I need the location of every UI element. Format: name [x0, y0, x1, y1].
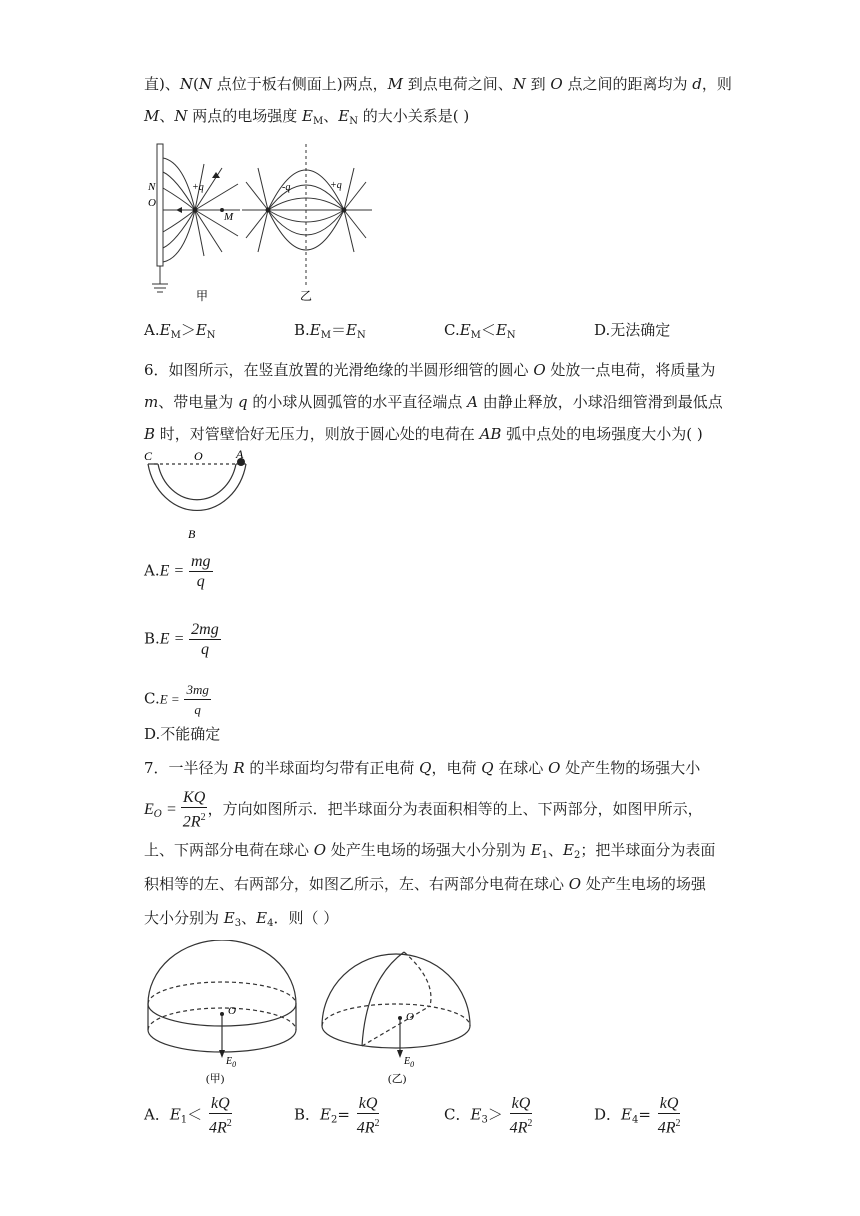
label-N: N	[148, 181, 156, 193]
q7-text-line1: 7．一半径为 R 的半球面均匀带有正电荷 Q，电荷 Q 在球心 O 处产生物的场强大小	[144, 759, 701, 777]
q7-text-line3: 上、下两部分电荷在球心 O 处产生电场的场强大小分别为 $E_1$、$E_2$；把半球面分为表面	[144, 841, 716, 861]
label-O-left: O	[228, 1005, 236, 1017]
q5-option-a: $A.E_M>E_N$	[144, 321, 216, 341]
q5-text-line1: 直)、N(N 点位于板右侧面上)两点，M 到点电荷之间、N 到 O 点之间的距离均为 d，则	[144, 75, 732, 93]
caption-yi: 乙	[300, 289, 313, 303]
label-O: O	[194, 449, 203, 463]
q5-text-line2: M、N 两点的电场强度 $E_M$、$E_N$ 的大小关系是( )	[144, 107, 470, 127]
q6-option-a: A.E = $\frac{mg}{q}$	[144, 553, 211, 590]
q7-option-c: C．$E_3>$ $\frac{kQ}{4R^2}$	[444, 1095, 533, 1137]
q7-text-line5: 大小分别为 $E_3$、$E_4$．则（ ）	[144, 909, 339, 929]
caption-jia: (甲)	[206, 1073, 225, 1085]
label-O: O	[148, 197, 156, 209]
label-O-right: O	[406, 1011, 414, 1023]
q6-text-line3: B 时，对管壁恰好无压力，则放于圆心处的电荷在 AB 弧中点处的电场强度大小为( )	[144, 425, 703, 443]
label-M: M	[224, 211, 234, 223]
label-plus-q-right: +q	[330, 180, 342, 191]
q5-option-d: D.无法确定	[594, 321, 671, 339]
q7-option-a: A．$E_1<$ $\frac{kQ}{4R^2}$	[144, 1095, 232, 1137]
label-E0-left: $E_0$	[226, 1056, 237, 1069]
q7-text-line2: $E_O$ = $\frac{KQ}{2R^2}$ ，方向如图所示．把半球面分为表面积相等的上、下两部分，如图甲所示，	[144, 789, 703, 831]
q7-text-line4: 积相等的左、右两部分，如图乙所示，左、右两部分电荷在球心 O 处产生电场的场强	[144, 875, 706, 893]
label-minus-q: -q	[282, 182, 291, 193]
q7-hemisphere-diagram	[140, 940, 490, 1090]
q6-text-line2: m、带电量为 q 的小球从圆弧管的水平直径端点 A 由静止释放，小球沿细管滑到最低点	[144, 393, 723, 411]
q5-option-b: $B.E_M=E_N$	[294, 321, 366, 341]
q6-option-d: D.不能确定	[144, 725, 221, 743]
q5-option-c: $C.E_M<E_N$	[444, 321, 516, 341]
q7-option-d: D．$E_4=$ $\frac{kQ}{4R^2}$	[594, 1095, 681, 1137]
label-B: B	[188, 527, 196, 541]
label-A: A	[236, 448, 244, 461]
label-E0-right: $E_0$	[404, 1056, 415, 1069]
q5-field-diagram	[140, 138, 380, 308]
caption-yi: (乙)	[388, 1073, 407, 1085]
q6-text-line1: 6．如图所示，在竖直放置的光滑绝缘的半圆形细管的圆心 O 处放一点电荷，将质量为	[144, 361, 716, 379]
label-plus-q: +q	[192, 182, 204, 193]
caption-jia: 甲	[196, 289, 209, 303]
q6-tube-diagram	[140, 448, 260, 542]
q7-option-b: B．$E_2=$ $\frac{kQ}{4R^2}$	[294, 1095, 380, 1137]
q6-option-b: B.E = $\frac{2mg}{q}$	[144, 621, 219, 658]
label-C: C	[144, 449, 153, 463]
q6-option-c: C.E = $\frac{3mg}{q}$	[144, 682, 209, 717]
